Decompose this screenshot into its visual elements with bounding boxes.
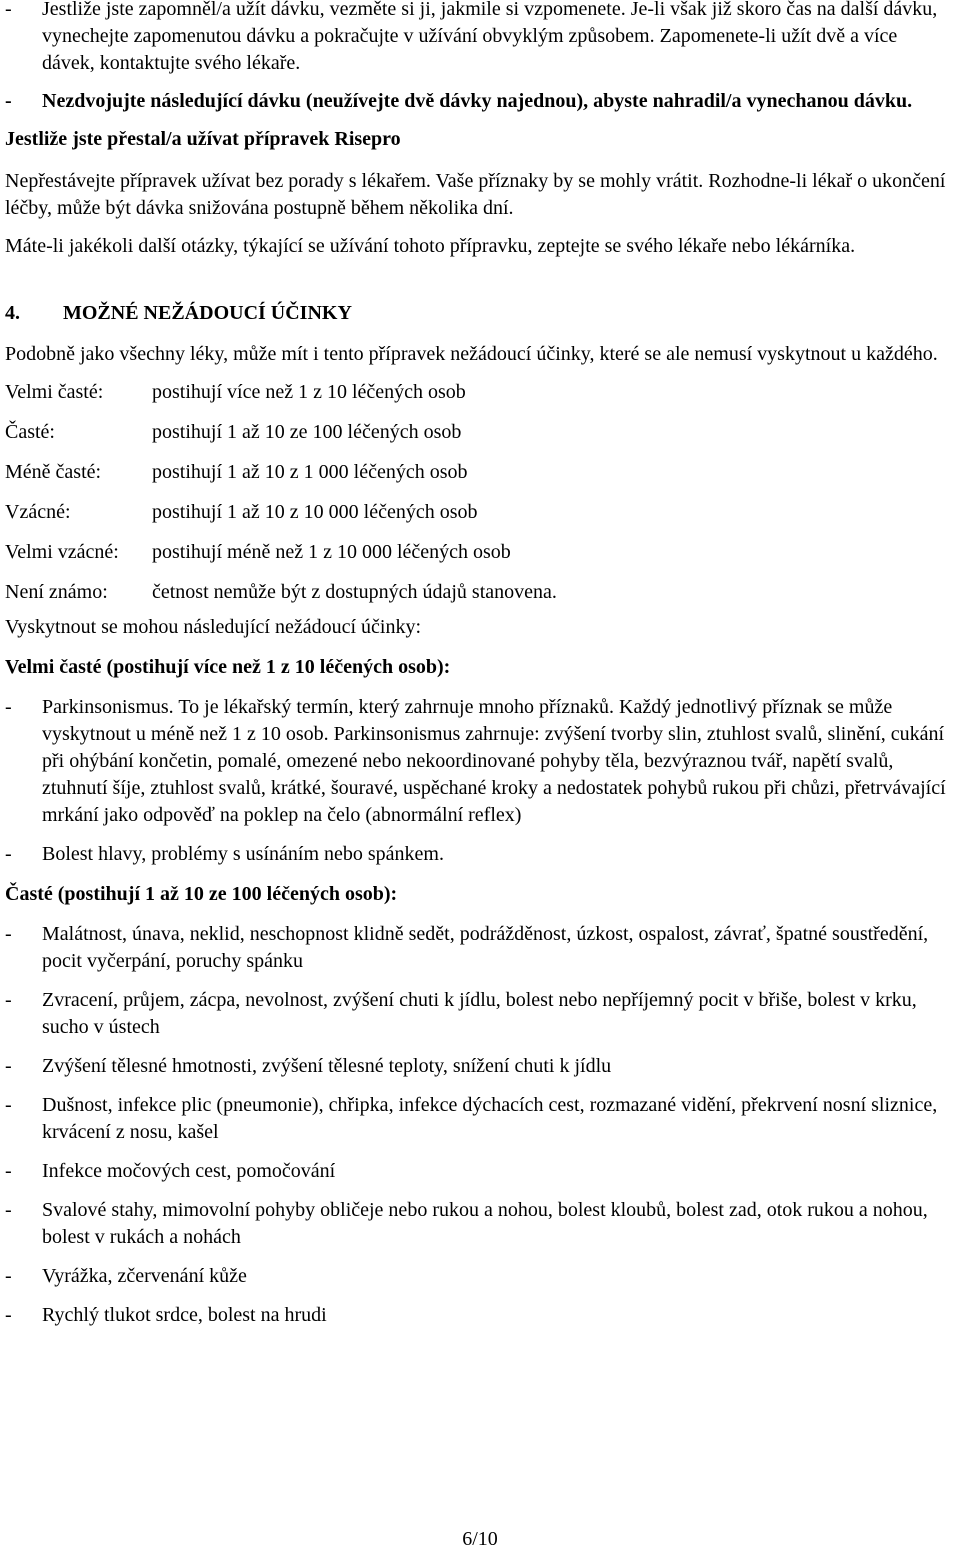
list-item (5, 1092, 955, 1146)
section-intro: Podobně jako všechny léky, může mít i tento přípravek nežádoucí účinky, které se ale nemusí vyskytnout u každého. (5, 343, 938, 365)
frequency-description: postihují méně než 1 z 10 000 léčených osob (152, 541, 511, 563)
frequency-description: četnost nemůže být z dostupných údajů stanovena. (152, 581, 557, 603)
effects-intro: Vyskytnout se mohou následující nežádoucí účinky: (5, 616, 422, 638)
frequency-description: postihují více než 1 z 10 léčených osob (152, 381, 466, 403)
list-item (5, 88, 955, 115)
frequency-label: Vzácné: (5, 501, 71, 523)
side-effect-text: Rychlý tlukot srdce, bolest na hrudi (42, 1304, 327, 1326)
frequency-label: Není známo: (5, 581, 108, 603)
no-double-dose-text: Nezdvojujte následující dávku (neužívejte dvě dávky najednou), abyste nahradil/a vynechanou dávku. (42, 90, 913, 112)
frequency-label: Velmi časté: (5, 381, 104, 403)
list-item (5, 841, 955, 868)
page-content (5, 0, 955, 1329)
list-item (5, 1197, 955, 1251)
list-dash: - (5, 1055, 12, 1077)
frequency-label: Velmi vzácné: (5, 541, 119, 563)
list-item (5, 694, 955, 829)
questions-text: Máte-li jakékoli další otázky, týkající se užívání tohoto přípravku, zeptejte se svého lékaře nebo lékárníka. (5, 235, 856, 257)
list-dash: - (5, 843, 12, 865)
stop-taking-text: Nepřestávejte přípravek užívat bez porady s lékařem. Vaše příznaky by se mohly vrátit. Rozhodne-li lékař o ukončení léčby, může být dávka snižována postupně během několika dní. (5, 170, 946, 219)
frequency-row (5, 419, 955, 446)
list-dash: - (5, 1160, 12, 1182)
list-item (5, 1263, 955, 1290)
side-effect-text: Parkinsonismus. To je lékařský termín, který zahrnuje mnoho příznaků. Každý jednotlivý příznak se může vyskytnout u méně než 1 z 10 osob. Parkinsonismus zahrnuje: zvýšení tvorby slin, ztuhlost svalů, slinění, cukání při ohýbání končetin, pomalé, omezené nebo nekoordinované pohyby těla, bezvýraznou tvář, napětí svalů, ztuhnutí šíje, ztuhlost svalů, krátké, šouravé, uspěchané kroky a nedostatek pohybů rukou při chůzi, přetrvávající mrkání jako odpověď na poklep na čelo (abnormální reflex) (42, 696, 946, 826)
frequency-row (5, 539, 955, 566)
side-effect-text: Zvracení, průjem, zácpa, nevolnost, zvýšení chuti k jídlu, bolest nebo nepříjemný pocit v břiše, bolest v krku, sucho v ústech (42, 989, 917, 1038)
very-common-heading: Velmi časté (postihují více než 1 z 10 léčených osob): (5, 656, 451, 678)
list-dash: - (5, 696, 12, 718)
side-effect-text: Infekce močových cest, pomočování (42, 1160, 336, 1182)
side-effect-text: Dušnost, infekce plic (pneumonie), chřipka, infekce dýchacích cest, rozmazané vidění, překrvení nosní sliznice, krvácení z nosu, kašel (42, 1094, 938, 1143)
stop-taking-heading: Jestliže jste přestal/a užívat přípravek Risepro (5, 128, 401, 150)
frequency-table (5, 379, 955, 606)
list-dash: - (5, 1199, 12, 1221)
list-dash: - (5, 1265, 12, 1287)
frequency-label: Časté: (5, 421, 55, 443)
frequency-row (5, 459, 955, 486)
frequency-row (5, 499, 955, 526)
common-heading: Časté (postihují 1 až 10 ze 100 léčených osob): (5, 883, 398, 905)
list-dash: - (5, 1304, 12, 1326)
list-item (5, 921, 955, 975)
side-effect-text: Bolest hlavy, problémy s usínáním nebo spánkem. (42, 843, 444, 865)
frequency-description: postihují 1 až 10 z 10 000 léčených osob (152, 501, 478, 523)
list-dash: - (5, 923, 12, 945)
list-dash: - (5, 989, 12, 1011)
frequency-label: Méně časté: (5, 461, 102, 483)
list-item (5, 1158, 955, 1185)
section-heading (5, 300, 955, 327)
frequency-description: postihují 1 až 10 ze 100 léčených osob (152, 421, 462, 443)
missed-dose-text: Jestliže jste zapomněl/a užít dávku, vezměte si ji, jakmile si vzpomenete. Je-li však již skoro čas na další dávku, vynechejte zapomenutou dávku a pokračujte v užívání obvyklým způsobem. Zapomenete-li užít dvě a více dávek, kontaktujte svého lékaře. (42, 0, 938, 74)
list-item (5, 0, 955, 77)
frequency-description: postihují 1 až 10 z 1 000 léčených osob (152, 461, 468, 483)
list-item (5, 1302, 955, 1329)
list-item (5, 987, 955, 1041)
side-effect-text: Svalové stahy, mimovolní pohyby obličeje nebo rukou a nohou, bolest kloubů, bolest zad, otok rukou a nohou, bolest v rukách a nohách (42, 1199, 928, 1248)
section-title: MOŽNÉ NEŽÁDOUCÍ ÚČINKY (63, 302, 352, 324)
list-dash: - (5, 0, 12, 20)
list-dash: - (5, 1094, 12, 1116)
side-effect-text: Malátnost, únava, neklid, neschopnost klidně sedět, podrážděnost, úzkost, ospalost, závrať, špatné soustředění, pocit vyčerpání, poruchy spánku (42, 923, 929, 972)
list-item (5, 1053, 955, 1080)
page-number: 6/10 (462, 1528, 498, 1550)
list-dash: - (5, 90, 12, 112)
frequency-row (5, 379, 955, 406)
side-effect-text: Zvýšení tělesné hmotnosti, zvýšení tělesné teploty, snížení chuti k jídlu (42, 1055, 612, 1077)
section-number: 4. (5, 302, 20, 324)
frequency-row (5, 579, 955, 606)
side-effect-text: Vyrážka, zčervenání kůže (42, 1265, 247, 1287)
